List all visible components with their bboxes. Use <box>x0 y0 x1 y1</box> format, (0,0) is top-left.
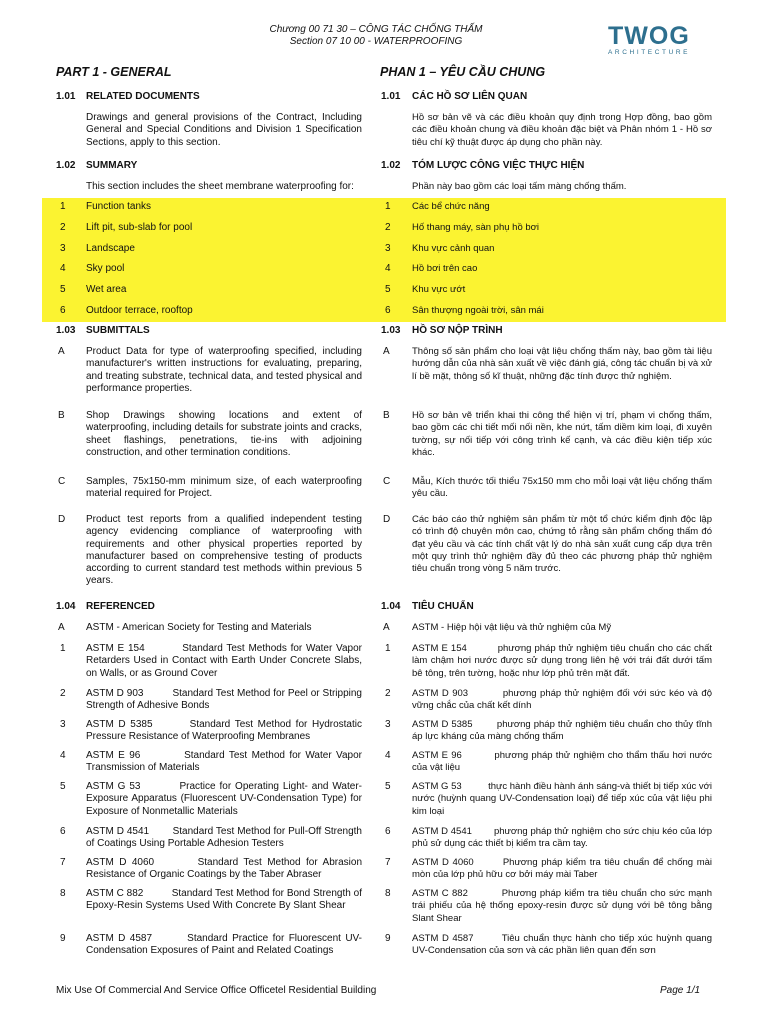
section-number: 1.01 <box>381 91 401 102</box>
section-number: 1.04 <box>381 601 401 612</box>
summary-item-vn: Các bể chức năng <box>412 201 490 212</box>
submittal-item-en: Product Data for type of waterproofing specified, including manufacturer's written instructions for evaluating, preparing, and treating substrate, technical data, and tested physical and performance properties. <box>86 346 362 394</box>
footer-project-title: Mix Use Of Commercial And Service Office Officetel Residential Building <box>56 985 377 996</box>
list-marker: 4 <box>385 750 391 761</box>
section-body-vn: Hồ sơ bản vẽ và các điều khoản quy định trong Hợp đồng, bao gồm các điều khoản chung và điều khoản đặc biệt và Phân nhóm 1 - Hồ sơ tiêu chí kỹ thuật được áp dụng cho phần này. <box>412 112 712 148</box>
section-heading-vn: HỒ SƠ NỘP TRÌNH <box>412 325 503 336</box>
section-number: 1.02 <box>381 160 401 171</box>
list-marker: 5 <box>60 284 66 295</box>
list-marker: 2 <box>385 222 391 233</box>
section-number: 1.03 <box>56 325 76 336</box>
standard-item-en: ASTM E 96 Standard Test Method for Water Vapor Transmission of Materials <box>86 750 365 774</box>
standard-item-en: ASTM E 154 Standard Test Methods for Water Vapor Retarders Used in Contact with Earth Under Concrete Slabs, on Walls, or as Ground Cover <box>86 643 365 679</box>
list-marker: A <box>58 346 65 357</box>
submittal-item-vn: Thông số sản phẩm cho loại vật liệu chống thấm này, bao gồm tài liệu hướng dẫn của nhà sản xuất về việc đánh giá, công tác chuẩn bị và xử lí bề mặt, thông số kĩ thuật, những đặc tính được thử nghiệm. <box>412 346 712 382</box>
list-marker: A <box>58 622 65 633</box>
standard-item-vn: ASTM C 882 Phương pháp kiểm tra tiêu chuẩn cho sức mạnh trái phiếu của hệ thống epoxy-resin được sử dụng với bê tông bằng Slant Shear <box>412 888 715 924</box>
standard-item-vn: ASTM D 5385 phương pháp thử nghiệm tiêu chuẩn cho thủy tĩnh áp lực kháng của màng chống thấm <box>412 719 715 743</box>
list-marker: 6 <box>60 826 66 837</box>
list-marker: D <box>383 514 391 525</box>
list-marker: 3 <box>60 719 66 730</box>
section-number: 1.03 <box>381 325 401 336</box>
summary-item-en: Lift pit, sub-slab for pool <box>86 222 193 233</box>
section-heading-en: REFERENCED <box>86 601 155 612</box>
list-marker: 9 <box>60 933 66 944</box>
section-body-en: Drawings and general provisions of the Contract, Including General and Special Conditions and Division 1 Specification Sections, apply to this section. <box>86 112 362 148</box>
list-marker: 5 <box>60 781 66 792</box>
list-marker: 1 <box>385 201 391 212</box>
list-marker: C <box>383 476 391 487</box>
list-marker: 8 <box>385 888 391 899</box>
section-heading-en: SUMMARY <box>86 160 138 171</box>
header-line-en: Section 07 10 00 - WATERPROOFING <box>289 36 463 47</box>
list-marker: 3 <box>385 243 391 254</box>
list-marker: C <box>58 476 66 487</box>
list-marker: 6 <box>385 826 391 837</box>
list-marker: 1 <box>60 201 66 212</box>
summary-item-en: Function tanks <box>86 201 152 212</box>
section-number: 1.02 <box>56 160 76 171</box>
section-intro-vn: Phần này bao gồm các loại tấm màng chống thấm. <box>412 181 627 192</box>
section-heading-vn: TIÊU CHUẨN <box>412 601 474 612</box>
logo-subtext: ARCHITECTURE <box>608 49 691 56</box>
submittal-item-en: Product test reports from a qualified independent testing agency evidencing compliance of waterproofing with requirements and other physical properties reported by manufacturer based on comprehensive testing of products according to current standard test methods within previous 5 years. <box>86 514 362 587</box>
list-marker: 2 <box>60 222 66 233</box>
submittal-item-vn: Các báo cáo thử nghiệm sản phẩm từ một tổ chức kiểm định độc lập có trình độ chuyên môn cao, chứng tỏ rằng sản phẩm chống thấm đó đạt yêu cầu và các tính chất vật lý do nhà sản xuất cung cấp dựa trên một quy trình thử nghiệm đầy đủ theo các phương pháp thử nghiệm tiêu chuẩn trong vòng 5 năm trước. <box>412 514 712 575</box>
submittal-item-vn: Mẫu, Kích thước tối thiểu 75x150 mm cho mỗi loại vật liệu chống thấm yêu cầu. <box>412 476 712 500</box>
list-marker: 5 <box>385 781 391 792</box>
summary-item-vn: Hố thang máy, sàn phụ hồ bơi <box>412 222 539 233</box>
standard-item-vn: ASTM D 903 phương pháp thử nghiệm đối với sức kéo và độ vững chắc của chất kết dính <box>412 688 715 712</box>
section-number: 1.01 <box>56 91 76 102</box>
list-marker: 8 <box>60 888 66 899</box>
list-marker: B <box>58 410 65 421</box>
highlight-band <box>42 198 726 322</box>
list-marker: 6 <box>60 305 66 316</box>
reference-org-en: ASTM - American Society for Testing and Materials <box>86 622 312 633</box>
logo-text: TWOG <box>608 22 690 50</box>
submittal-item-vn: Hồ sơ bản vẽ triển khai thi công thể hiện vị trí, phạm vi chống thấm, bao gồm các chi tiết mối nối nền, khe nứt, tấm diềm kim loại, đi xuyên tường, sự nối tiếp với công trình kế cạnh, và các điều kiện tiếp xúc khác. <box>412 410 712 458</box>
list-marker: 4 <box>385 263 391 274</box>
list-marker: 1 <box>385 643 391 654</box>
standard-item-vn: ASTM G 53 thực hành điều hành ánh sáng-và thiết bị tiếp xúc với nước (huỳnh quang UV-Condensation loại) để tiếp xúc của vật liệu phi kim loại <box>412 781 715 817</box>
list-marker: 1 <box>60 643 66 654</box>
twog-logo <box>608 24 704 57</box>
standard-item-en: ASTM D 4060 Standard Test Method for Abrasion Resistance of Organic Coatings by the Taber Abraser <box>86 857 365 881</box>
list-marker: 7 <box>385 857 391 868</box>
section-number: 1.04 <box>56 601 76 612</box>
standard-item-en: ASTM C 882 Standard Test Method for Bond Strength of Epoxy-Resin Systems Used With Concrete By Slant Shear <box>86 888 365 912</box>
part-title-vn: PHAN 1 – YÊU CẦU CHUNG <box>380 65 546 79</box>
summary-item-en: Sky pool <box>86 263 125 274</box>
standard-item-en: ASTM D 903 Standard Test Method for Peel or Stripping Strength of Adhesive Bonds <box>86 688 365 712</box>
standard-item-vn: ASTM D 4587 Tiêu chuẩn thực hành cho tiếp xúc huỳnh quang UV-Condensation của sơn và các phần liên quan đến sơn <box>412 933 715 957</box>
submittal-item-en: Shop Drawings showing locations and extent of waterproofing, including details for substrate joints and cracks, sheet flashings, penetrations, tie-ins with adjoining construction, and other termination conditions. <box>86 410 362 458</box>
section-heading-en: RELATED DOCUMENTS <box>86 91 200 102</box>
section-intro-en: This section includes the sheet membrane waterproofing for: <box>86 181 354 192</box>
list-marker: 2 <box>60 688 66 699</box>
standard-item-vn: ASTM E 96 phương pháp thử nghiệm cho thẩm thấu hơi nước của vật liệu <box>412 750 715 774</box>
part-title-en: PART 1 - GENERAL <box>56 65 172 79</box>
list-marker: A <box>383 622 390 633</box>
list-marker: 4 <box>60 750 66 761</box>
section-heading-en: SUBMITTALS <box>86 325 150 336</box>
summary-item-vn: Sân thượng ngoài trời, sân mái <box>412 305 544 316</box>
standard-item-vn: ASTM D 4060 Phương pháp kiểm tra tiêu chuẩn để chống mài mòn của lớp phủ hữu cơ bởi máy mài Taber <box>412 857 715 881</box>
summary-item-en: Outdoor terrace, rooftop <box>86 305 193 316</box>
standard-item-vn: ASTM E 154 phương pháp thử nghiệm tiêu chuẩn cho các chất làm chậm hơi nước được sử dụng trong liên hệ với trái đất dưới tấm bê tông, trên tường, hoặc như lớp phủ trên mặt đất. <box>412 643 715 679</box>
standard-item-en: ASTM G 53 Practice for Operating Light- and Water-Exposure Apparatus (Fluorescent UV-Condensation Type) for Exposure of Nonmetallic Materials <box>86 781 365 817</box>
list-marker: 7 <box>60 857 66 868</box>
submittal-item-en: Samples, 75x150-mm minimum size, of each waterproofing material required for Project. <box>86 476 362 500</box>
standard-item-en: ASTM D 4541 Standard Test Method for Pull-Off Strength of Coatings Using Portable Adhesion Testers <box>86 826 365 850</box>
list-marker: D <box>58 514 66 525</box>
list-marker: 9 <box>385 933 391 944</box>
header-line-vn: Chương 00 71 30 – CÔNG TÁC CHỐNG THẤM <box>269 24 483 35</box>
summary-item-vn: Khu vực cảnh quan <box>412 243 495 254</box>
summary-item-en: Landscape <box>86 243 135 254</box>
summary-item-vn: Khu vực ướt <box>412 284 466 295</box>
list-marker: 5 <box>385 284 391 295</box>
list-marker: A <box>383 346 390 357</box>
standard-item-vn: ASTM D 4541 phương pháp thử nghiệm cho sức chịu kéo của lớp phủ sử dụng các thiết bị kiểm tra cầm tay. <box>412 826 715 850</box>
list-marker: 3 <box>385 719 391 730</box>
list-marker: 4 <box>60 263 66 274</box>
summary-item-en: Wet area <box>86 284 127 295</box>
reference-org-vn: ASTM - Hiệp hội vật liệu và thử nghiệm của Mỹ <box>412 622 612 633</box>
section-heading-vn: TÓM LƯỢC CÔNG VIỆC THỰC HIỆN <box>412 160 585 171</box>
standard-item-en: ASTM D 5385 Standard Test Method for Hydrostatic Pressure Resistance of Waterproofing Membranes <box>86 719 365 743</box>
footer-page-number: Page 1/1 <box>660 985 701 996</box>
list-marker: 3 <box>60 243 66 254</box>
list-marker: 6 <box>385 305 391 316</box>
standard-item-en: ASTM D 4587 Standard Practice for Fluorescent UV-Condensation Exposures of Paint and Related Coatings <box>86 933 362 957</box>
list-marker: B <box>383 410 390 421</box>
list-marker: 2 <box>385 688 391 699</box>
section-heading-vn: CÁC HỒ SƠ LIÊN QUAN <box>412 91 528 102</box>
summary-item-vn: Hồ bơi trên cao <box>412 263 478 274</box>
